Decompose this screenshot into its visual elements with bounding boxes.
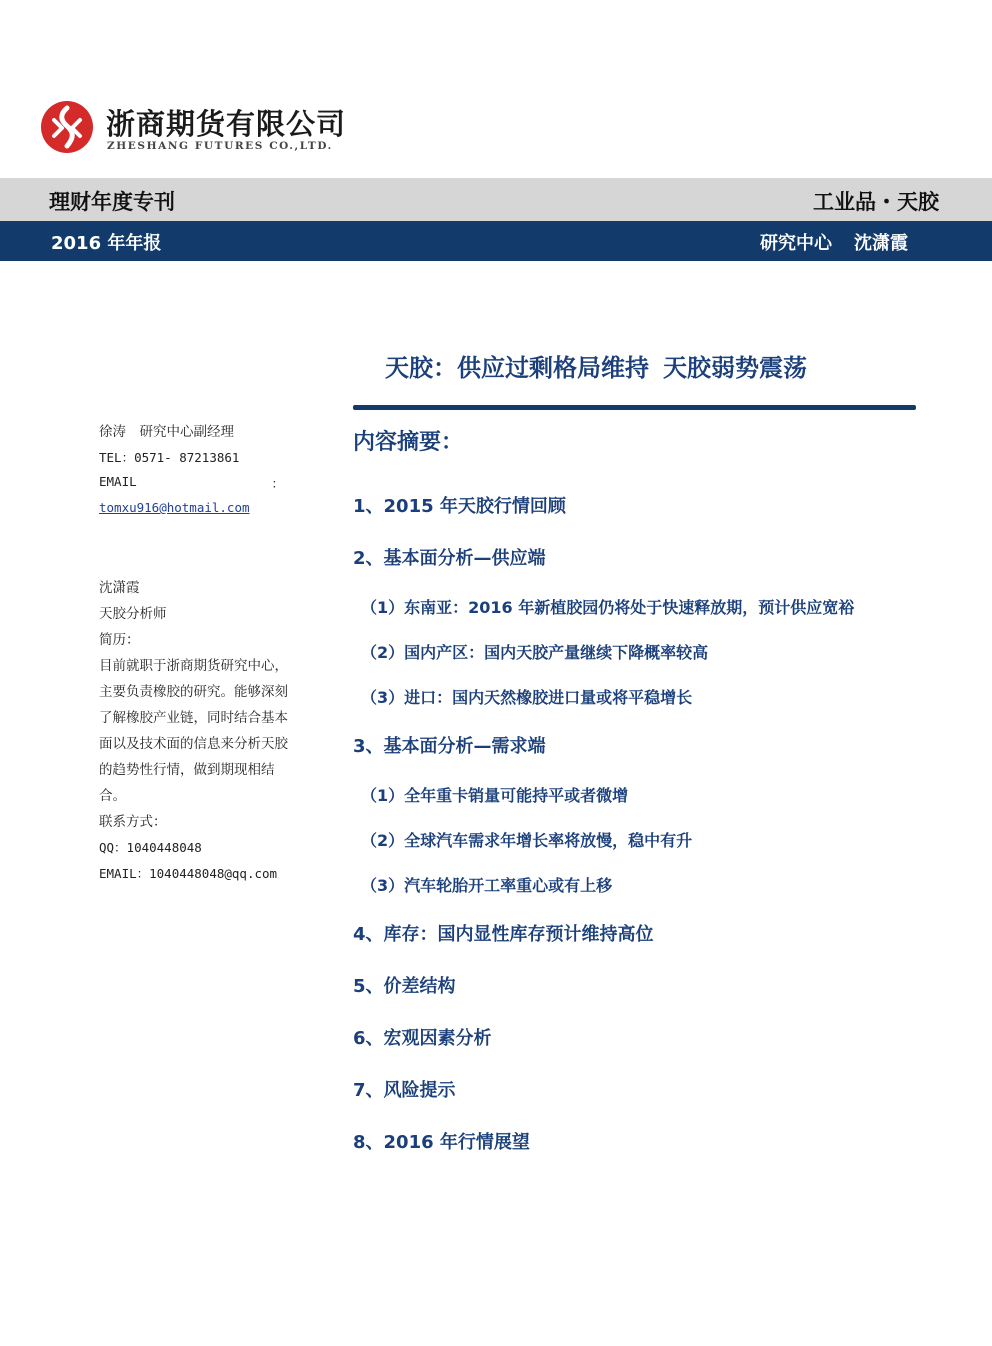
analyst2-email: EMAIL：1040448048@qq.com xyxy=(99,866,278,881)
resume-label: 简历： xyxy=(99,632,140,648)
zheshang-logo-icon xyxy=(40,100,94,154)
report-title xyxy=(385,348,807,383)
analyst2-name: 沈潇霞 xyxy=(99,580,140,596)
report-band xyxy=(0,221,992,261)
toc-heading: 内容摘要： xyxy=(353,430,464,455)
analyst1-email-label-row xyxy=(99,474,284,489)
toc-item: 5、价差结构 xyxy=(353,976,456,997)
author: 沈潇霞 xyxy=(854,233,908,254)
company-logo xyxy=(40,100,347,160)
department-author xyxy=(760,229,908,255)
report-type: 2016 年年报 xyxy=(51,233,162,254)
toc-item: 8、2016 年行情展望 xyxy=(353,1132,530,1153)
analyst1-tel: TEL：0571- 87213861 xyxy=(99,450,240,465)
analyst1-name-title: 徐涛 研究中心副经理 xyxy=(99,424,234,440)
toc-subitem: （2）全球汽车需求年增长率将放慢，稳中有升 xyxy=(361,831,693,850)
series-band xyxy=(0,178,992,221)
department: 研究中心 xyxy=(760,233,832,254)
email-colon: ： xyxy=(271,476,284,491)
toc-subitem: （3）汽车轮胎开工率重心或有上移 xyxy=(361,876,613,895)
analyst1-email-row xyxy=(99,500,250,515)
report-title-part1: 天胶：供应过剩格局维持 xyxy=(385,354,649,382)
analyst2-title: 天胶分析师 xyxy=(99,606,167,622)
analyst2-bio: 目前就职于浙商期货研究中心，主要负责橡胶的研究。能够深刻了解橡胶产业链，同时结合基本面以及技术面的信息来分析天胶的趋势性行情，做到期现相结合。 xyxy=(99,658,288,804)
toc-subitem: （2）国内产区：国内天胶产量继续下降概率较高 xyxy=(361,643,709,662)
title-divider xyxy=(353,405,916,410)
company-name-en: ZHESHANG FUTURES CO.,LTD. xyxy=(107,140,333,152)
toc-subitem: （1）全年重卡销量可能持平或者微增 xyxy=(361,786,629,805)
company-name-cn: 浙商期货有限公司 xyxy=(106,107,347,141)
contact-label: 联系方式： xyxy=(99,814,167,830)
toc-subitem: （1）东南亚：2016 年新植胶园仍将处于快速释放期，预计供应宽裕 xyxy=(361,598,855,617)
report-title-part2: 天胶弱势震荡 xyxy=(663,354,807,382)
toc-item: 3、基本面分析—需求端 xyxy=(353,736,546,757)
category-label: 工业品・天胶 xyxy=(813,190,939,214)
toc-subitem: （3）进口：国内天然橡胶进口量或将平稳增长 xyxy=(361,688,693,707)
analyst1-email-link[interactable]: tomxu916@hotmail.com xyxy=(99,500,250,515)
email-label: EMAIL xyxy=(99,474,137,489)
toc-item: 2、基本面分析—供应端 xyxy=(353,548,546,569)
toc-item: 1、2015 年天胶行情回顾 xyxy=(353,496,566,517)
toc-item: 4、库存：国内显性库存预计维持高位 xyxy=(353,924,654,945)
series-label: 理财年度专刊 xyxy=(49,190,175,214)
toc-item: 6、宏观因素分析 xyxy=(353,1028,492,1049)
toc-item: 7、风险提示 xyxy=(353,1080,456,1101)
analyst2-qq: QQ：1040448048 xyxy=(99,840,202,855)
